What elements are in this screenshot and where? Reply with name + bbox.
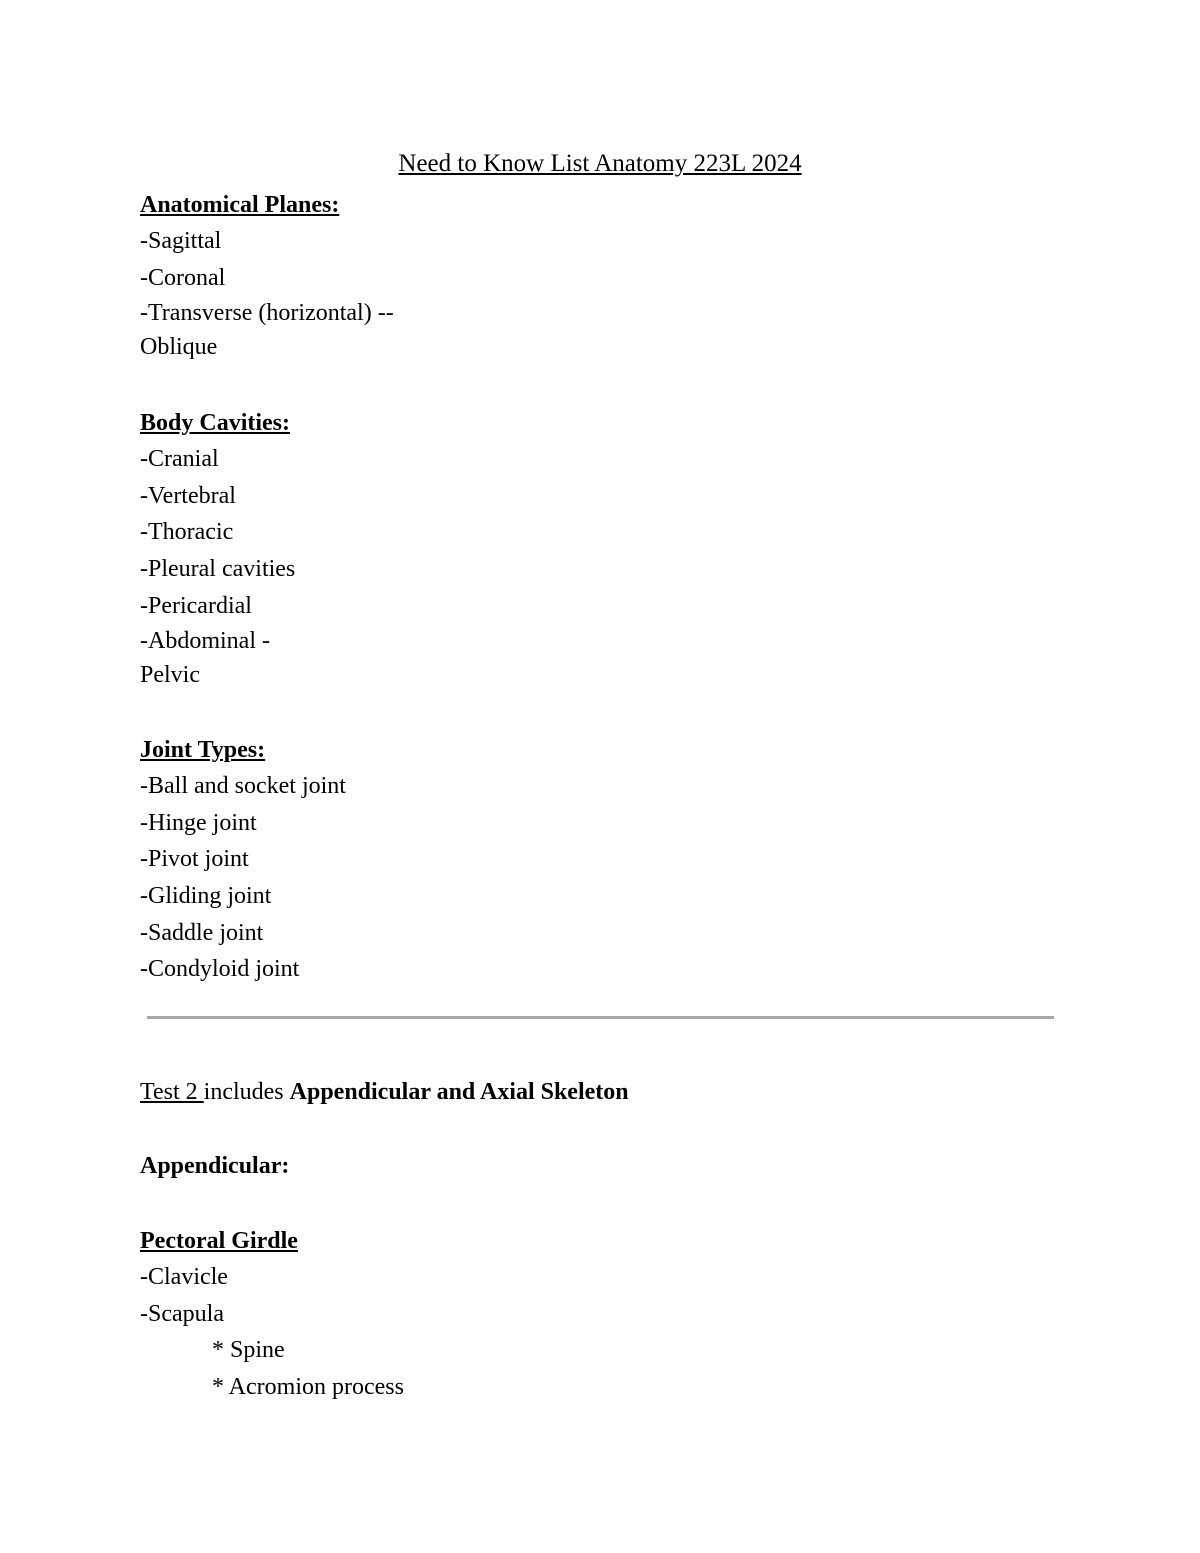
document-title: Need to Know List Anatomy 223L 2024 xyxy=(398,150,802,177)
list-item: -Transverse (horizontal) -- xyxy=(140,300,394,327)
list-item: -Pericardial xyxy=(140,592,252,619)
list-item: -Clavicle xyxy=(140,1264,228,1290)
list-subitem: * Spine xyxy=(212,1337,285,1364)
test2-bold: Appendicular and Axial Skeleton xyxy=(289,1079,629,1105)
section-heading: Body Cavities: xyxy=(140,410,290,436)
list-item: -Gliding joint xyxy=(140,883,272,910)
list-subitem: * Acromion process xyxy=(212,1374,404,1401)
list-item: -Ball and socket joint xyxy=(140,773,346,799)
section-anatomical-planes xyxy=(140,187,1040,364)
list-item: -Pivot joint xyxy=(140,846,249,873)
horizontal-divider xyxy=(147,1016,1054,1019)
list-item: Oblique xyxy=(140,334,218,361)
section-heading: Anatomical Planes: xyxy=(140,192,340,218)
list-item: -Coronal xyxy=(140,264,226,291)
test2-middle: includes xyxy=(203,1079,290,1105)
section-heading: Pectoral Girdle xyxy=(140,1228,298,1254)
list-item: -Thoracic xyxy=(140,519,234,546)
list-item: -Scapula xyxy=(140,1300,224,1327)
section-joint-types xyxy=(140,732,1040,988)
list-item: -Saddle joint xyxy=(140,919,264,946)
list-item: -Vertebral xyxy=(140,482,236,509)
list-item: -Sagittal xyxy=(140,228,222,254)
test2-label: Test 2 xyxy=(140,1079,204,1105)
list-item: -Cranial xyxy=(140,446,219,472)
section-pectoral-girdle xyxy=(140,1223,1040,1406)
list-item: -Condyloid joint xyxy=(140,956,300,983)
list-item: -Hinge joint xyxy=(140,809,257,836)
list-item: -Pleural cavities xyxy=(140,556,296,583)
appendicular-heading: Appendicular: xyxy=(140,1153,290,1179)
list-item: Pelvic xyxy=(140,662,200,689)
list-item: -Abdominal - xyxy=(140,628,270,655)
section-heading: Joint Types: xyxy=(140,737,266,763)
section-body-cavities xyxy=(140,405,1040,692)
test2-line xyxy=(140,1074,629,1110)
